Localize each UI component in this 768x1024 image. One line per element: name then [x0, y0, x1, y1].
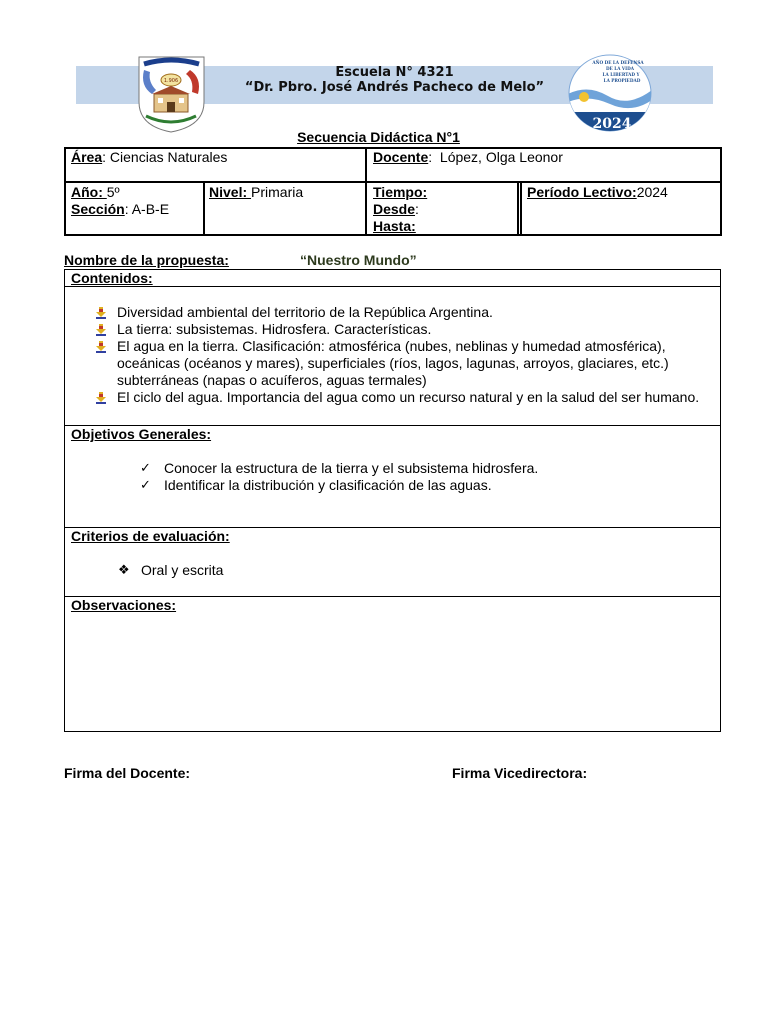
proposal-value: “Nuestro Mundo”: [300, 252, 417, 268]
firma-docente: Firma del Docente:: [64, 765, 191, 781]
diamond-bullet-icon: ❖: [118, 563, 130, 578]
anio-seccion-cell: [71, 184, 169, 218]
info-table-col-divider: [203, 181, 205, 236]
periodo-label: Período Lectivo:: [527, 184, 637, 200]
contenidos-list: [95, 304, 710, 406]
info-table-col-divider: [520, 181, 522, 236]
checkmark-icon: ✓: [140, 461, 151, 476]
area-cell: [71, 149, 227, 166]
arrow-bullet-icon: [95, 341, 107, 353]
checkmark-icon: ✓: [140, 478, 151, 493]
docente-label: Docente: [373, 149, 429, 165]
list-item: Diversidad ambiental del territorio de la República Argentina.: [95, 304, 710, 321]
arrow-bullet-icon: [95, 392, 107, 404]
proposal-label: Nombre de la propuesta:: [64, 252, 229, 268]
observaciones-title: Observaciones:: [71, 597, 177, 613]
contenidos-title: Contenidos:: [71, 270, 153, 286]
list-item: ✓ Identificar la distribución y clasificación de las aguas.: [140, 477, 492, 493]
sequence-title: Secuencia Didáctica N°1: [297, 129, 460, 145]
desde-label: Desde: [373, 201, 416, 217]
arrow-bullet-icon: [95, 307, 107, 319]
area-value: : Ciencias Naturales: [102, 149, 228, 165]
school-name: Escuela N° 4321: [335, 65, 454, 80]
objetivos-list: [140, 460, 700, 494]
anniversary-2024-seal: [568, 54, 652, 132]
seccion-value: : A-B-E: [124, 201, 170, 217]
desde-value: :: [415, 201, 419, 217]
svg-text:2024: 2024: [592, 116, 632, 132]
contenidos-title-divider: [64, 286, 721, 287]
anio-label: Año:: [71, 184, 107, 200]
school-patron: “Dr. Pbro. José Andrés Pacheco de Melo”: [244, 80, 545, 95]
periodo-cell: [527, 184, 668, 201]
docente-cell: [373, 149, 563, 166]
objetivos-title: Objetivos Generales:: [71, 426, 212, 442]
svg-text:1.906: 1.906: [163, 78, 179, 84]
svg-text:LA LIBERTAD Y: LA LIBERTAD Y: [602, 72, 640, 77]
list-item: El ciclo del agua. Importancia del agua como un recurso natural y en la salud del ser humano.: [95, 389, 710, 406]
info-table-col-divider: [517, 181, 519, 236]
nivel-label: Nivel:: [209, 184, 252, 200]
anio-value: 5º: [106, 184, 120, 200]
tiempo-cell: [373, 184, 427, 235]
svg-text:AÑO DE LA DEFENSA: AÑO DE LA DEFENSA: [592, 60, 644, 65]
tiempo-label: Tiempo:: [373, 184, 428, 200]
info-table-row-divider: [64, 181, 722, 183]
list-item: La tierra: subsistemas. Hidrosfera. Características.: [95, 321, 710, 338]
docente-value: : López, Olga Leonor: [428, 149, 563, 165]
criterios-title: Criterios de evaluación:: [71, 528, 230, 544]
list-item: ❖ Oral y escrita: [118, 562, 224, 578]
firma-vicedirectora: Firma Vicedirectora:: [452, 765, 588, 781]
list-item: ✓ Conocer la estructura de la tierra y el subsistema hidrosfera.: [140, 460, 539, 476]
nivel-cell: [209, 184, 303, 201]
criterios-list: [118, 562, 223, 579]
area-label: Área: [71, 149, 103, 165]
info-table-col-divider: [365, 147, 367, 236]
periodo-value: 2024: [636, 184, 668, 200]
seccion-label: Sección: [71, 201, 125, 217]
svg-text:LA PROPIEDAD: LA PROPIEDAD: [603, 78, 641, 83]
arrow-bullet-icon: [95, 324, 107, 336]
nivel-value: Primaria: [251, 184, 304, 200]
list-item: El agua en la tierra. Clasificación: atmosférica (nubes, neblinas y humedad atmosférica), oceánicas (océanos y mares), superficiales (ríos, lagos, lagunas, arroyos, glaciares, etc.) subterráneas (napas o acuíferos, aguas termales): [95, 338, 710, 389]
school-crest-logo: [136, 54, 207, 134]
hasta-label: Hasta:: [373, 218, 416, 234]
svg-text:DE LA VIDA: DE LA VIDA: [605, 66, 635, 71]
